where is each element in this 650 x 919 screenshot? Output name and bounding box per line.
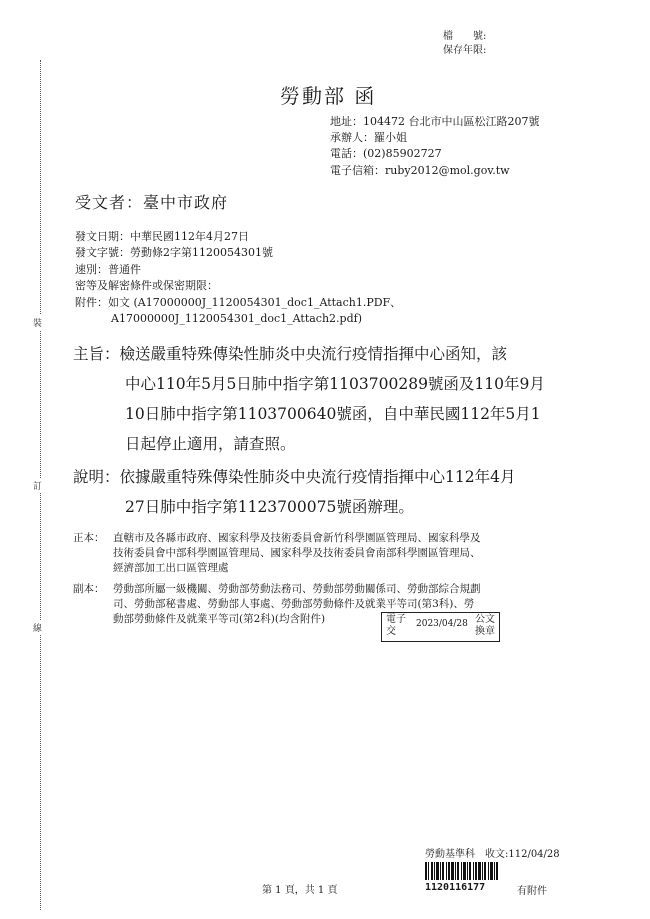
attachment-note: 有附件 — [517, 886, 547, 897]
barcode-number: 1120116177 — [425, 882, 486, 893]
copy-recipients-line-1 — [73, 582, 481, 597]
stamp-date: 2023/04/28 — [416, 619, 468, 629]
stamp-left — [386, 614, 406, 638]
secrecy-level: 密等及解密條件或保密期限： — [75, 279, 218, 292]
explanation-line-2-text: 27日肺中指字第1123700075號函辦理。 — [125, 498, 414, 516]
main-recipients-label: 正本： — [73, 532, 105, 544]
received-stamp: 勞動基準科 收文:112/04/28 — [425, 849, 560, 860]
speed-class: 速別：普通件 — [75, 263, 141, 276]
binding-mark-ding: 訂 — [33, 478, 42, 493]
explanation-line-1: 說明：依據嚴重特殊傳染性肺炎中央流行疫情指揮中心112年4月 — [73, 468, 516, 486]
address: 地址：104472 台北市中山區松江路207號 — [330, 115, 540, 128]
main-recipients-line-2 — [73, 546, 481, 561]
binding-mark-xian: 線 — [33, 620, 42, 635]
phone: 電話：(02)85902727 — [330, 147, 442, 160]
subject-line-4-text: 日起停止適用，請查照。 — [125, 435, 296, 453]
stamp-right — [475, 614, 495, 638]
main-recipients-line-3 — [73, 561, 229, 576]
issue-date: 發文日期：中華民國112年4月27日 — [75, 230, 249, 243]
copy-recipients-text-2: 司、勞動部秘書處、勞動部人事處、勞動部勞動條件及就業平等司(第3科)、勞 — [113, 598, 475, 610]
attachment-line-2-text: A17000000J_1120054301_doc1_Attach2.pdf) — [111, 312, 362, 325]
copy-recipients-text-1: 勞動部所屬一級機關、勞動部勞動法務司、勞動部勞動關係司、勞動部綜合規劃 — [113, 583, 481, 595]
main-recipients-text-3: 經濟部加工出口區管理處 — [113, 562, 229, 574]
barcode — [425, 862, 499, 880]
subject-line-1: 主旨：檢送嚴重特殊傳染性肺炎中央流行疫情指揮中心函知，該 — [73, 345, 508, 363]
subject-line-2 — [73, 369, 545, 399]
document-number: 發文字號：勞動條2字第1120054301號 — [75, 246, 273, 259]
stamp-right-top: 公文 — [475, 614, 495, 625]
stamp-right-bottom: 換章 — [475, 626, 495, 637]
subject-line-2-text: 中心110年5月5日肺中指字第1103700289號函及110年9月 — [125, 375, 545, 393]
file-number-label: 檔 號: — [443, 31, 487, 42]
copy-recipients-line-2 — [73, 597, 474, 612]
main-recipients-line-1 — [73, 531, 481, 546]
copy-recipients-text-3: 動部勞動條件及就業平等司(第2科)(均含附件) — [113, 613, 326, 625]
subject-line-3 — [73, 399, 541, 429]
subject-line-3-text: 10日肺中指字第1103700640號函，自中華民國112年5月1 — [125, 405, 541, 423]
main-recipients-text-2: 技術委員會中部科學園區管理局、國家科學及技術委員會南部科學園區管理局、 — [113, 547, 481, 559]
copy-recipients-line-3 — [73, 612, 325, 627]
binding-mark-zhuang: 裝 — [33, 315, 42, 330]
email: 電子信箱：ruby2012@mol.gov.tw — [330, 164, 510, 177]
copy-recipients-label: 副本： — [73, 583, 105, 595]
attachment-line-1: 附件：如文 (A17000000J_1120054301_doc1_Attach1.PDF、 — [75, 296, 402, 309]
explanation-line-2 — [73, 492, 414, 522]
attachment-line-2 — [75, 311, 362, 326]
subject-line-4 — [73, 429, 296, 459]
recipient: 受文者：臺中市政府 — [75, 193, 229, 212]
page-number: 第 1 頁，共 1 頁 — [262, 885, 338, 896]
stamp-left-top: 電子 — [386, 614, 406, 625]
main-recipients-text-1: 直轄市及各縣市政府、國家科學及技術委員會新竹科學園區管理局、國家科學及 — [113, 532, 481, 544]
contact-person: 承辦人：羅小姐 — [330, 131, 407, 144]
stamp-left-bottom: 交 — [386, 626, 396, 637]
retention-label: 保存年限: — [443, 45, 487, 56]
electronic-exchange-stamp — [381, 612, 500, 642]
document-title: 勞動部 函 — [280, 84, 377, 108]
